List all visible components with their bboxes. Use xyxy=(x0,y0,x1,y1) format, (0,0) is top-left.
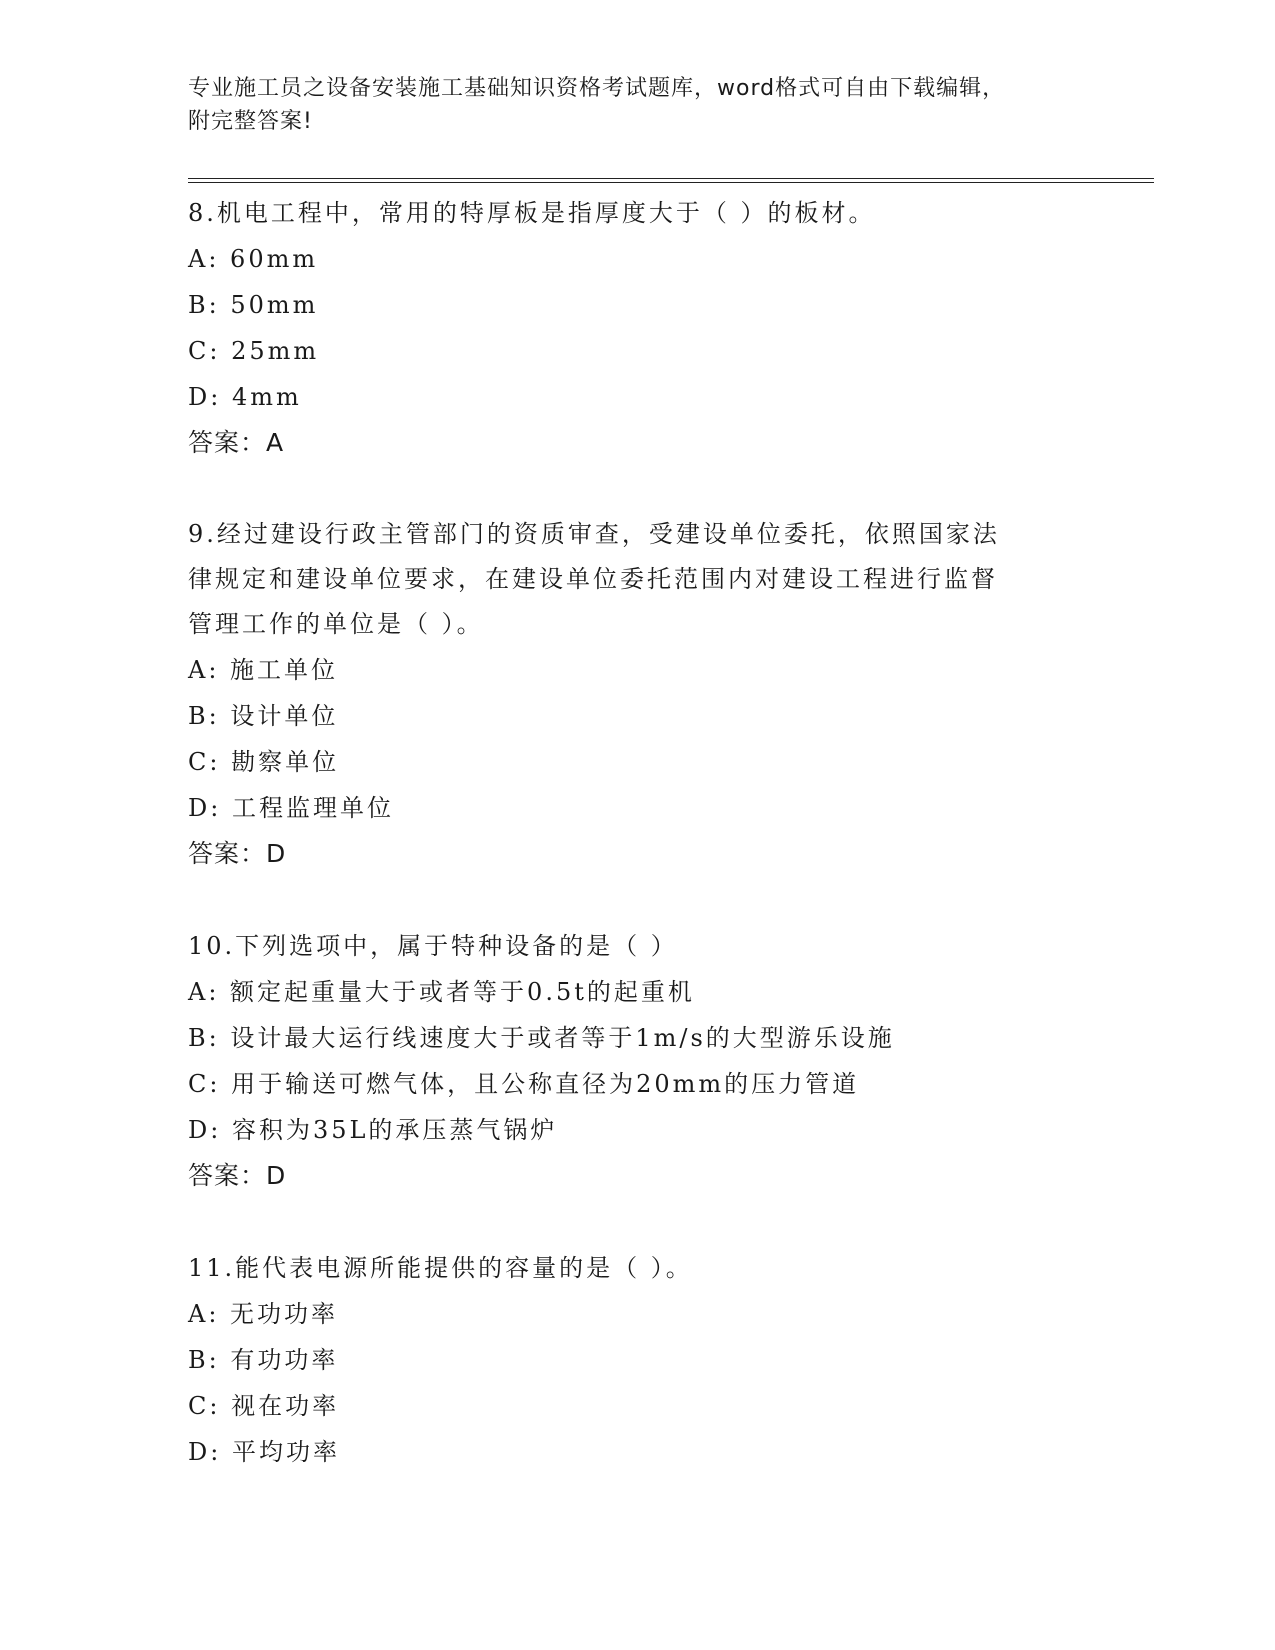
question-9 xyxy=(188,512,1088,877)
option-b: B: 设计单位 xyxy=(188,702,339,730)
option-a: A: 无功功率 xyxy=(188,1300,339,1328)
option-c: C: 视在功率 xyxy=(188,1392,340,1420)
option-c: C: 用于输送可燃气体，且公称直径为20mm的压力管道 xyxy=(188,1070,860,1098)
question-title-line-2: 律规定和建设单位要求，在建设单位委托范围内对建设工程进行监督 xyxy=(188,565,998,593)
question-8 xyxy=(188,190,1088,466)
option-b: B: 设计最大运行线速度大于或者等于1m/s的大型游乐设施 xyxy=(188,1024,895,1052)
question-title-line-3: 管理工作的单位是（ ）。 xyxy=(188,610,484,638)
option-b: B: 有功功率 xyxy=(188,1346,339,1374)
option-a: A: 施工单位 xyxy=(188,656,339,684)
option-c: C: 勘察单位 xyxy=(188,748,340,776)
answer: 答案：D xyxy=(188,839,287,868)
header-line-1: 专业施工员之设备安装施工基础知识资格考试题库，word格式可自由下载编辑， xyxy=(188,76,1006,101)
option-d: D: 工程监理单位 xyxy=(188,794,394,822)
question-list xyxy=(188,190,1088,1475)
option-a: A: 额定起重量大于或者等于0.5t的起重机 xyxy=(188,978,695,1006)
option-d: D: 平均功率 xyxy=(188,1438,340,1466)
answer: 答案：A xyxy=(188,428,285,457)
question-10 xyxy=(188,923,1088,1199)
question-title: 10.下列选项中，属于特种设备的是（ ） xyxy=(188,932,678,960)
option-a: A: 60mm xyxy=(188,245,319,273)
option-d: D: 容积为35L的承压蒸气锅炉 xyxy=(188,1116,558,1144)
option-d: D: 4mm xyxy=(188,383,302,411)
question-title: 8.机电工程中，常用的特厚板是指厚度大于（ ）的板材。 xyxy=(188,199,876,227)
option-b: B: 50mm xyxy=(188,291,319,319)
question-title: 11.能代表电源所能提供的容量的是（ ）。 xyxy=(188,1254,693,1282)
header-divider-top xyxy=(188,178,1154,179)
answer: 答案：D xyxy=(188,1161,287,1190)
question-title-line-1: 9.经过建设行政主管部门的资质审查，受建设单位委托，依照国家法 xyxy=(188,520,1000,548)
option-c: C: 25mm xyxy=(188,337,320,365)
question-11 xyxy=(188,1245,1088,1475)
header-line-2: 附完整答案! xyxy=(188,109,313,134)
header-divider-bottom xyxy=(188,182,1154,183)
document-header xyxy=(188,72,1088,138)
